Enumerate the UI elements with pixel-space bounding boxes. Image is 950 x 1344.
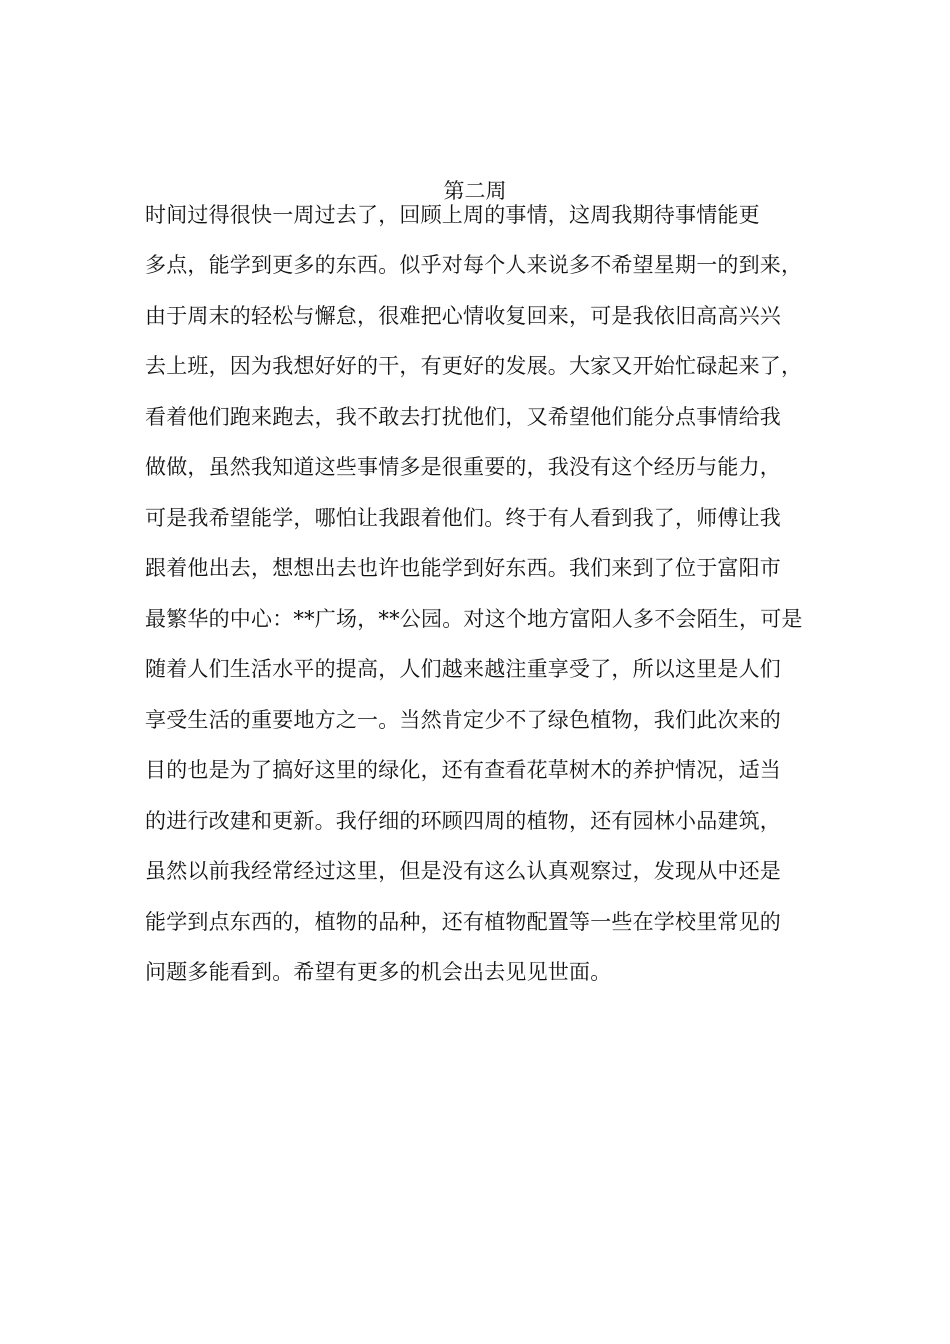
text-line: 可是我希望能学，哪怕让我跟着他们。终于有人看到我了，师傅让我	[145, 506, 781, 530]
text-line: 多点，能学到更多的东西。似乎对每个人来说多不希望星期一的到来，	[145, 253, 803, 277]
text-line: 最繁华的中心：**广场，**公园。对这个地方富阳人多不会陌生，可是	[145, 607, 803, 631]
text-line: 由于周末的轻松与懈怠，很难把心情收复回来，可是我依旧高高兴兴	[145, 304, 781, 328]
text-line: 做做，虽然我知道这些事情多是很重要的，我没有这个经历与能力，	[145, 455, 781, 479]
text-line: 随着人们生活水平的提高，人们越来越注重享受了，所以这里是人们	[145, 657, 781, 681]
text-line: 看着他们跑来跑去，我不敢去打扰他们，又希望他们能分点事情给我	[145, 405, 781, 429]
text-line: 能学到点东西的，植物的品种，还有植物配置等一些在学校里常见的	[145, 910, 781, 934]
text-line: 问题多能看到。希望有更多的机会出去见见世面。	[145, 960, 612, 984]
text-line: 去上班，因为我想好好的干，有更好的发展。大家又开始忙碌起来了，	[145, 354, 803, 378]
text-line: 跟着他出去，想想出去也许也能学到好东西。我们来到了位于富阳市	[145, 556, 781, 580]
text-line: 时间过得很快一周过去了，回顾上周的事情，这周我期待事情能更	[145, 203, 760, 227]
page-title: 第二周	[443, 179, 507, 203]
text-line: 享受生活的重要地方之一。当然肯定少不了绿色植物，我们此次来的	[145, 708, 781, 732]
text-line: 目的也是为了搞好这里的绿化，还有查看花草树木的养护情况，适当	[145, 758, 781, 782]
text-line: 虽然以前我经常经过这里，但是没有这么认真观察过，发现从中还是	[145, 859, 781, 883]
text-line: 的进行改建和更新。我仔细的环顾四周的植物，还有园林小品建筑，	[145, 809, 781, 833]
